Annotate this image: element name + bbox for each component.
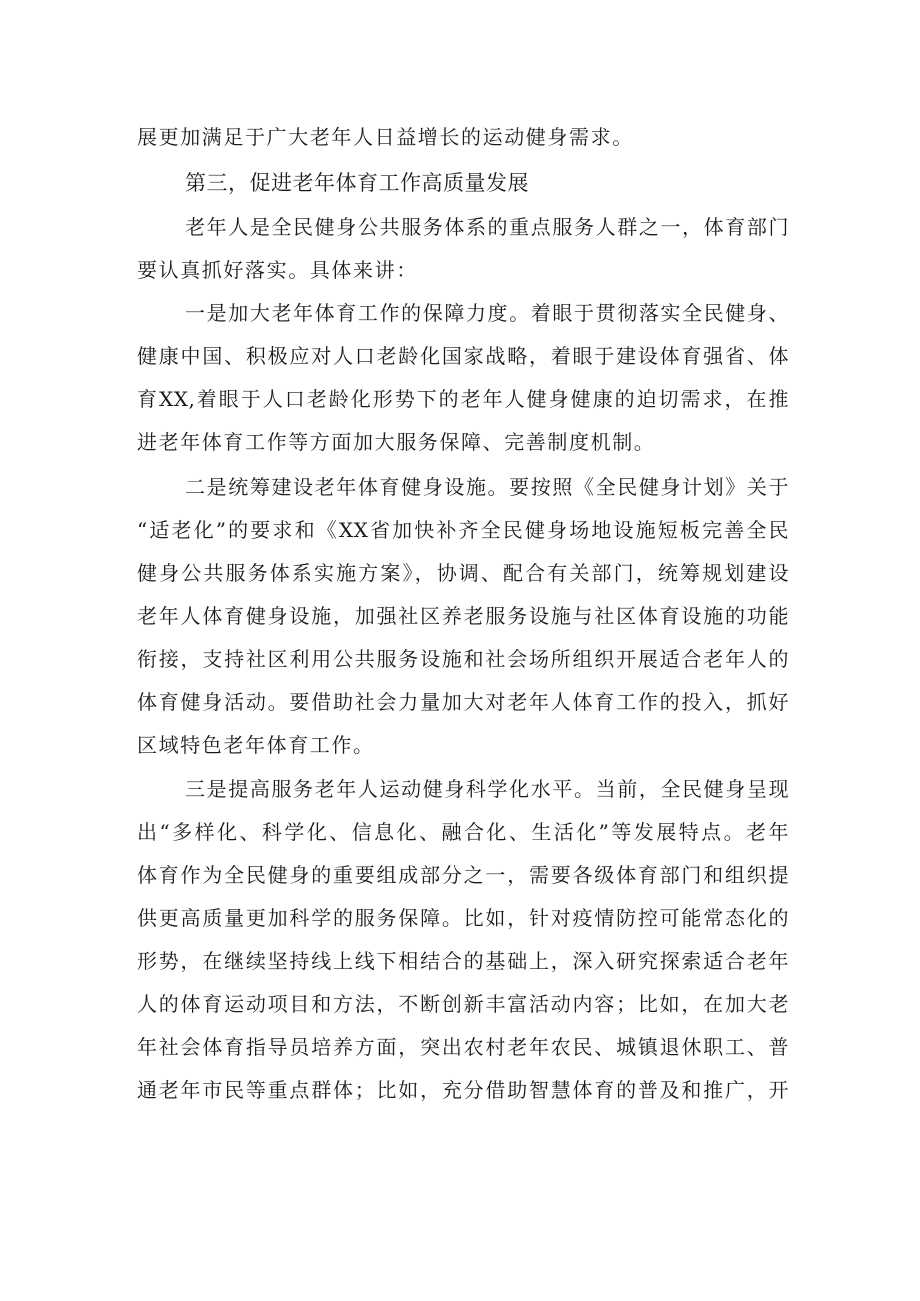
body-text-line: 健康中国、积极应对人口老龄化国家战略，着眼于建设体育强省、体 bbox=[137, 344, 789, 368]
body-text-line: “适老化”的要求和《XX省加快补齐全民健身场地设施短板完善全民 bbox=[137, 518, 789, 542]
body-text-line: 年社会体育指导员培养方面，突出农村老年农民、城镇退休职工、普 bbox=[137, 1035, 789, 1059]
body-text-line: 区域特色老年体育工作。 bbox=[137, 733, 375, 757]
body-text-line: 通老年市民等重点群体；比如，充分借助智慧体育的普及和推广，开 bbox=[137, 1078, 789, 1102]
body-text-line: 进老年体育工作等方面加大服务保障、完善制度机制。 bbox=[137, 430, 656, 454]
body-text-line: 老年人体育健身设施，加强社区养老服务设施与社区体育设施的功能 bbox=[137, 604, 789, 628]
body-text-line: 一是加大老年体育工作的保障力度。着眼于贯彻落实全民健身、 bbox=[185, 301, 789, 325]
body-text-line: 衔接，支持社区利用公共服务设施和社会场所组织开展适合老年人的 bbox=[137, 647, 789, 671]
section-heading: 第三，促进老年体育工作高质量发展 bbox=[185, 171, 529, 195]
body-text-line: 老年人是全民健身公共服务体系的重点服务人群之一，体育部门 bbox=[185, 215, 789, 239]
body-text-line: 展更加满足于广大老年人日益增长的运动健身需求。 bbox=[137, 125, 634, 149]
body-text-line: 二是统筹建设老年体育健身设施。要按照《全民健身计划》关于 bbox=[185, 475, 789, 499]
body-text-line: 体育健身活动。要借助社会力量加大对老年人体育工作的投入，抓好 bbox=[137, 690, 789, 714]
body-text-line: 三是提高服务老年人运动健身科学化水平。当前，全民健身呈现 bbox=[185, 777, 789, 801]
body-text-line: 出“多样化、科学化、信息化、融合化、生活化”等发展特点。老年 bbox=[137, 820, 789, 844]
body-text-line: 人的体育运动项目和方法，不断创新丰富活动内容；比如，在加大老 bbox=[137, 992, 789, 1016]
body-text-line: 育XX,着眼于人口老龄化形势下的老年人健身健康的迫切需求，在推 bbox=[137, 387, 789, 411]
body-text-line: 供更高质量更加科学的服务保障。比如，针对疫情防控可能常态化的 bbox=[137, 906, 789, 930]
body-text-line: 要认真抓好落实。具体来讲： bbox=[137, 258, 418, 282]
body-text-line: 形势，在继续坚持线上线下相结合的基础上，深入研究探索适合老年 bbox=[137, 949, 789, 973]
body-text-line: 体育作为全民健身的重要组成部分之一，需要各级体育部门和组织提 bbox=[137, 863, 789, 887]
body-text-line: 健身公共服务体系实施方案》，协调、配合有关部门，统筹规划建设 bbox=[137, 561, 789, 585]
